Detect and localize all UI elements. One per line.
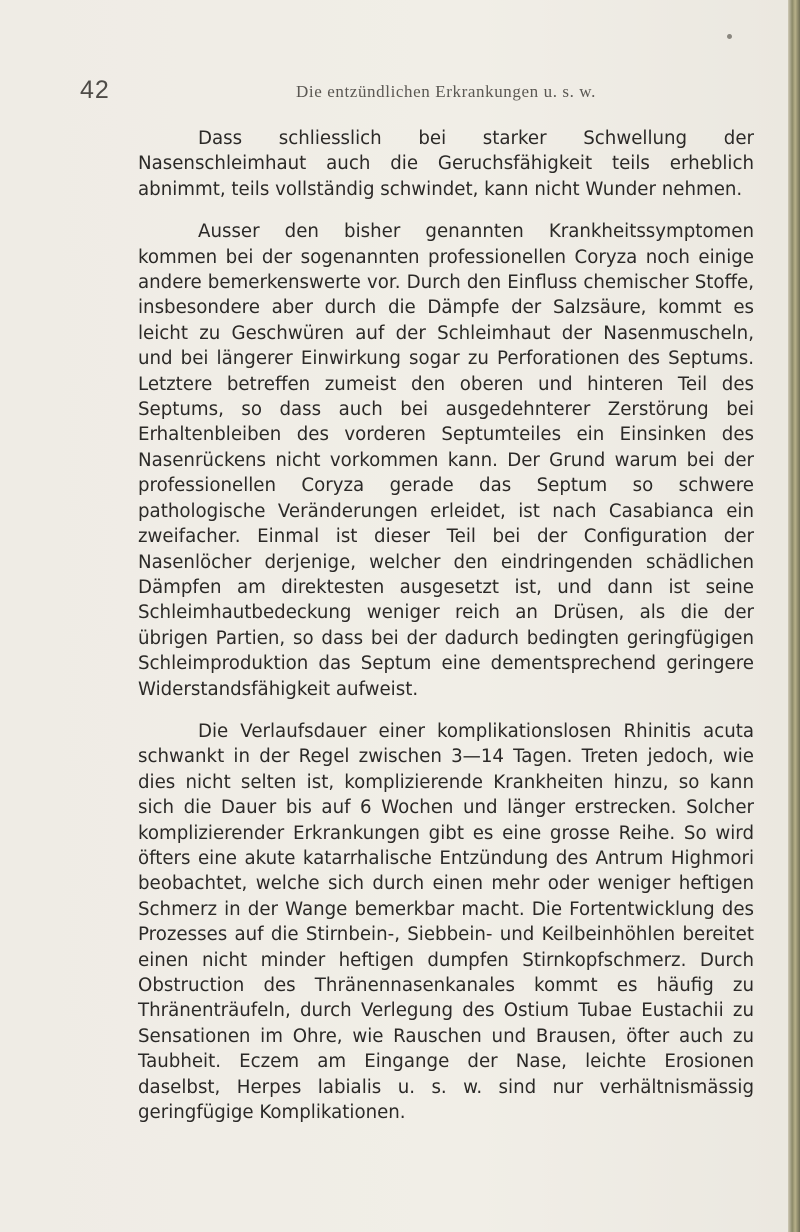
page-header xyxy=(80,76,754,110)
running-head: Die entzündlichen Erkrankungen u. s. w. xyxy=(296,82,596,101)
body-text xyxy=(138,126,754,1142)
page-edge xyxy=(788,0,800,1232)
page-number: 42 xyxy=(80,76,110,104)
paragraph-2: Ausser den bisher genannten Krankheitssymptomen kommen bei der sogenannten professionellen Coryza noch einige andere bemerkenswerte vor. Durch den Einfluss chemischer Stoffe, insbesondere aber durch die Dämpfe der Salzsäure, kommt es leicht zu Geschwüren auf der Schleimhaut der Nasenmuscheln, und bei längerer Einwirkung sogar zu Perforationen des Septums. Letztere betreffen zumeist den oberen und hinteren Teil des Septums, so dass auch bei ausgedehnterer Zerstörung bei Erhaltenbleiben des vorderen Septumteiles ein Einsinken des Nasenrückens nicht vorkommen kann. Der Grund warum bei der professionellen Coryza gerade das Septum so schwere pathologische Veränderungen erleidet, ist nach Casabianca ein zweifacher. Einmal ist dieser Teil bei der Configuration der Nasenlöcher derjenige, welcher den eindringenden schädlichen Dämpfen am direktesten ausgesetzt ist, und dann ist seine Schleimhautbedeckung weniger reich an Drüsen, als die der übrigen Partien, so dass bei der dadurch bedingten geringfügigen Schleimproduktion das Septum eine dementsprechend geringere Widerstandsfähigkeit aufweist. xyxy=(138,221,754,700)
ink-spot xyxy=(727,34,732,39)
paragraph-3: Die Verlaufsdauer einer komplikationslosen Rhinitis acuta schwankt in der Regel zwischen 3—14 Tagen. Treten jedoch, wie dies nicht selten ist, komplizierende Krankheiten hinzu, so kann sich die Dauer bis auf 6 Wochen und länger erstrecken. Solcher komplizierender Erkrankungen gibt es eine grosse Reihe. So wird öfters eine akute katarrhalische Entzündung des Antrum Highmori beobachtet, welche sich durch einen mehr oder weniger heftigen Schmerz in der Wange bemerkbar macht. Die Fortentwicklung des Prozesses auf die Stirnbein-, Siebbein- und Keilbeinhöhlen bereitet einen nicht minder heftigen dumpfen Stirnkopfschmerz. Durch Obstruction des Thränennasenkanales kommt es häufig zu Thränenträufeln, durch Verlegung des Ostium Tubae Eustachii zu Sensationen im Ohre, wie Rauschen und Brausen, öfter auch zu Taubheit. Eczem am Eingange der Nase, leichte Erosionen daselbst, Herpes labialis u. s. w. sind nur verhältnismässig geringfügige Komplikationen. xyxy=(138,720,754,1124)
paragraph-1: Dass schliesslich bei starker Schwellung der Nasenschleimhaut auch die Geruchsfähigkeit teils erheblich abnimmt, teils vollständig schwindet, kann nicht Wunder nehmen. xyxy=(138,128,754,200)
